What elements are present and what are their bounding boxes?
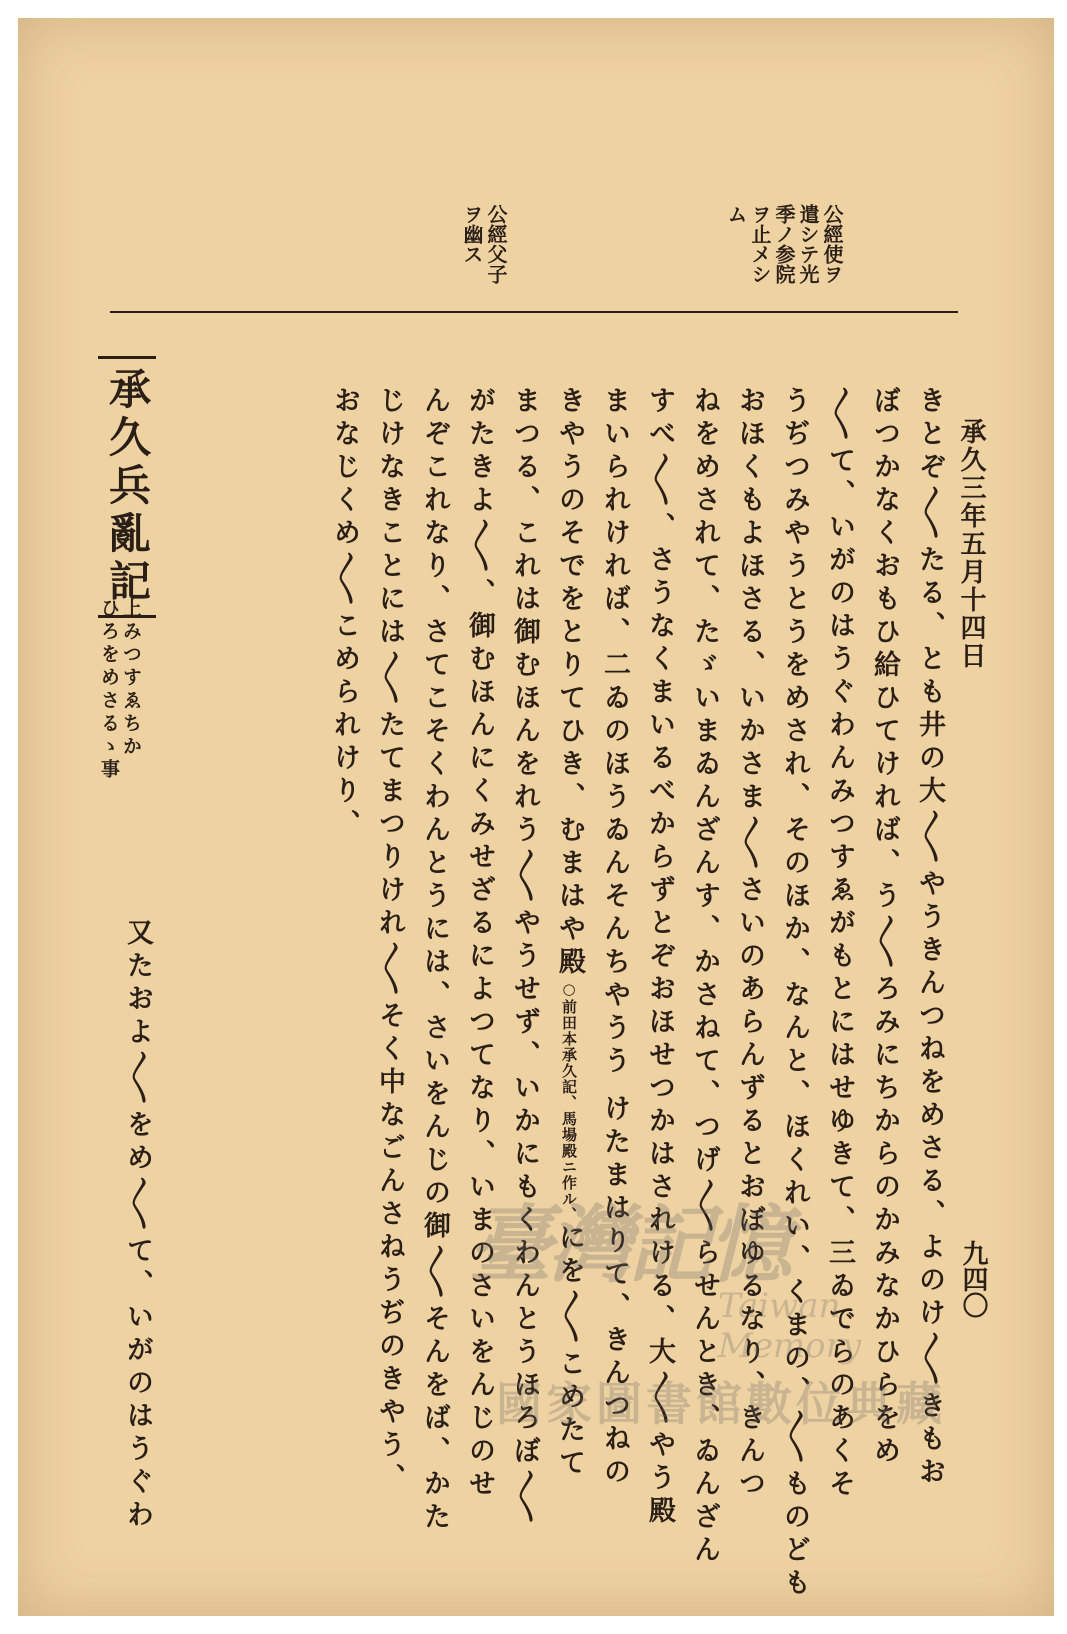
text-column-3: 〳〵て、いがのはうぐわんみつすゑがもとにはせゆきて、三ゐでらのあくそ	[824, 386, 855, 1502]
text-column-11: がたきよ〳〵、御むほんにくみせざるによつてなり、いまのさいをんじのせ	[464, 386, 495, 1502]
text-column-1: きとぞ〳〵たる、とも井の大〳〵やうきんつねをめさる、よのけ〳〵きもお	[914, 386, 945, 1490]
note-line: 公經父子	[484, 204, 508, 284]
text-column-7: すべ〳〵、さうなくまいるべからずとぞおほせつかはされける、大〳〵やう殿	[644, 386, 675, 1529]
margin-note-2	[460, 204, 508, 284]
column-9-tail: にを〳〵こめたて	[554, 1223, 585, 1481]
note-line: ム	[724, 204, 748, 224]
note-line: ヲ止メシ	[748, 204, 772, 284]
watermark	[468, 1168, 988, 1468]
section-first-column: 又たおよ〳〵をめ〳〵て、いがのはうぐわ	[122, 918, 153, 1533]
document-page	[18, 18, 1054, 1616]
header-divider-rule	[110, 311, 958, 313]
text-column-10: まつる、これは御むほんをれう〳〵やうせず、いかにもくわんとうほろぼ〳〵	[509, 386, 540, 1529]
note-line: 季ノ参院	[772, 204, 796, 284]
text-column-8: まいられければ、二ゐのほうゐんそんちやうう けたまはりて、きんつねの	[599, 386, 630, 1491]
note-line: 遣シテ光	[796, 204, 820, 284]
subtitle-line: ひろをめさるゝ事	[98, 598, 120, 782]
text-column-5: おほくもよほさる、いかさま〳〵さいのあらんずるとおぼゆるなり、きんつ	[734, 386, 765, 1502]
text-column-14: おなじくめ〳〵こめられけり、	[329, 386, 360, 842]
section-heading: 承久兵亂記	[98, 356, 156, 618]
text-column-2: ぼつかなくおもひ給ひてければ、う〳〵ろみにちからのかみなかひらをめ	[869, 386, 900, 1469]
subtitle-line: 上みつすゑちか	[120, 598, 142, 759]
note-line: ヲ幽ス	[460, 204, 484, 264]
watermark-english: Taiwan Memory	[718, 1286, 862, 1366]
column-9-text: きやうのそでをとりてひき、むまはや殿	[554, 386, 585, 980]
inline-annotation: ○前田本承久記、馬場殿ニ作ル、	[560, 980, 578, 1223]
page-number: 九四〇	[958, 1240, 988, 1318]
text-column-12: んぞこれなり、さてこそくわんとうには、さいをんじの御〳〵そんをば、かた	[419, 386, 450, 1535]
note-line: 公經使ヲ	[820, 204, 844, 284]
watermark-logo-text: 臺灣記憶	[468, 1195, 789, 1294]
page-header-title: 承久三年五月十四日	[956, 418, 986, 670]
margin-note-1	[724, 204, 844, 284]
text-column-6: ねをめされて、たゞいまゐんざんす、かさねて、つげ〳〵らせんとき、ゐんざん	[689, 386, 720, 1568]
section-subtitle	[98, 598, 142, 782]
text-column-13: じけなきことには〳〵たてまつりけれ〳〵そく中なごんさねうぢのきやう、	[374, 386, 405, 1496]
watermark-chinese: 國家圖書館數位典藏	[496, 1377, 946, 1431]
text-column-4: うぢつみやうとうをめされ、そのほか、なんと、ほくれい、くまの、〳〵ものども	[779, 386, 810, 1601]
